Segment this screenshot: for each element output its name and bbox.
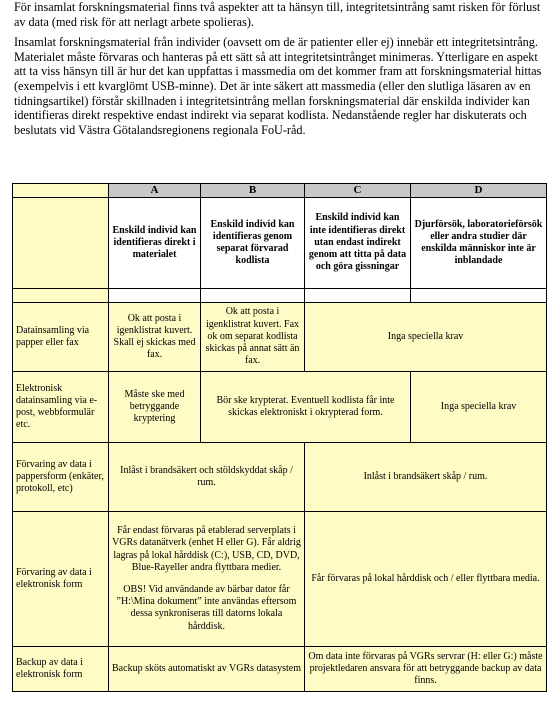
cell-ab: Backup sköts automatiskt av VGRs datasystem	[109, 647, 305, 692]
corner-cell	[13, 184, 109, 198]
cell-ab-paragraph-1: Får endast förvaras på etablerad serverplats i VGRs datanätverk (enhet H eller G). Får aldrig lagras på lokal hårddisk (C:), USB, CD, DVD, Blue-Rayeller andra flyttbara medier.	[112, 525, 301, 573]
requirements-table	[12, 183, 547, 692]
row-label: Förvaring av data i pappersform (enkäter, protokoll, etc)	[13, 443, 109, 512]
column-description-d: Djurförsök, laboratorieförsök eller andra studier där enskilda människor inte är inblandade	[411, 198, 547, 289]
column-letter-d: D	[411, 184, 547, 198]
column-letter-a: A	[109, 184, 201, 198]
cell-ab: Inlåst i brandsäkert och stöldskyddat skåp / rum.	[109, 443, 305, 512]
column-description-c: Enskild individ kan inte identifieras direkt utan endast indirekt genom att titta på data och göra gissningar	[305, 198, 411, 289]
row-label: Backup av data i elektronisk form	[13, 647, 109, 692]
table-row	[13, 512, 547, 647]
cell-cd: Inlåst i brandsäkert skåp / rum.	[305, 443, 547, 512]
spacer-row	[13, 289, 547, 303]
intro-paragraph-2: Insamlat forskningsmaterial från individer (oavsett om de är patienter eller ej) innebär ett integritetsintrång. Materialet måste förvaras och hanteras på ett sätt så att integritetsintrånget minimeras. Ytterligare en aspekt att ta viss hänsyn till är hur det kan uppfattas i massmedia om det kommer fram att forskningsmaterial hittas (exempelvis i ett kvarglömt USB-minne). Det är inte säkert att massmedia (eller den slutliga läsaren av en tidningsartikel) förstår skillnaden i integritetsintrång mellan forskningsmaterial där enskilda individer kan identifieras direkt respektive endast indirekt via separat kodlista. Nedanstående regler har diskuterats och beslutats vid Västra Götalandsregionens regionala FoU-råd.	[14, 35, 542, 137]
cell-a: Ok att posta i igenklistrat kuvert. Skall ej skickas med fax.	[109, 303, 201, 372]
cell-cd: Får förvaras på lokal hårddisk och / eller flyttbara media.	[305, 512, 547, 647]
table-row	[13, 303, 547, 372]
paragraph-gap	[112, 574, 301, 584]
cell-a: Måste ske med betryggande kryptering	[109, 372, 201, 443]
row-label: Datainsamling via papper eller fax	[13, 303, 109, 372]
cell-ab-paragraph-2: OBS! Vid användande av bärbar dator får ”H:\Mina dokument” inte användas eftersom dessa synkroniseras till datorns lokala hårddisk.	[116, 584, 297, 632]
column-description-row	[13, 198, 547, 289]
row-label: Elektronisk datainsamling via e-post, webbformulär etc.	[13, 372, 109, 443]
table-row	[13, 372, 547, 443]
cell-cd: Inga speciella krav	[305, 303, 547, 372]
table-row	[13, 443, 547, 512]
intro-paragraph-1: För insamlat forskningsmaterial finns två aspekter att ta hänsyn till, integritetsintrång samt risken för förlust av data (med risk för att nerlagt arbete spolieras).	[14, 0, 541, 29]
cell-b: Ok att posta i igenklistrat kuvert. Fax ok om separat kodlista skickas på annat sätt än fax.	[201, 303, 305, 372]
cell-cd: Om data inte förvaras på VGRs servrar (H: eller G:) måste projektledaren ansvara för att betryggande backup av data finns.	[305, 647, 547, 692]
cell-d: Inga speciella krav	[411, 372, 547, 443]
corner-cell	[13, 289, 109, 303]
row-label: Förvaring av data i elektronisk form	[13, 512, 109, 647]
empty-cell	[411, 289, 547, 303]
table-row	[13, 647, 547, 692]
cell-bc: Bör ske krypterat. Eventuell kodlista får inte skickas elektroniskt i okrypterad form.	[201, 372, 411, 443]
corner-cell	[13, 198, 109, 289]
empty-cell	[201, 289, 305, 303]
intro-text	[14, 0, 544, 143]
column-letter-b: B	[201, 184, 305, 198]
column-letter-c: C	[305, 184, 411, 198]
column-letter-row	[13, 184, 547, 198]
cell-ab	[109, 512, 305, 647]
column-description-a: Enskild individ kan identifieras direkt i materialet	[109, 198, 201, 289]
empty-cell	[305, 289, 411, 303]
empty-cell	[109, 289, 201, 303]
column-description-b: Enskild individ kan identifieras genom separat förvarad kodlista	[201, 198, 305, 289]
